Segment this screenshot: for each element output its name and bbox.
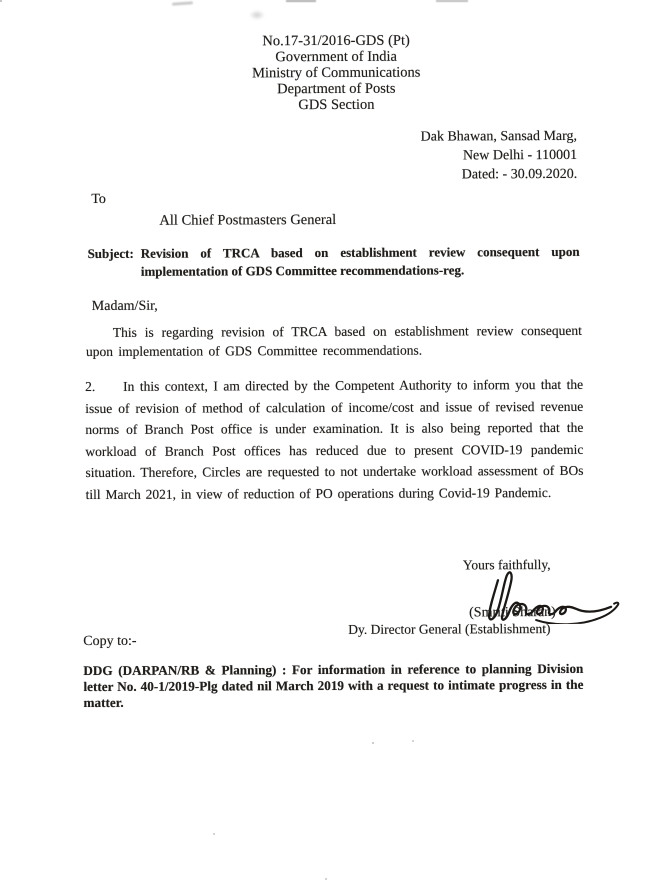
subject-label: Subject:: [87, 245, 134, 262]
signatory-name: (Smriti Sharan): [469, 604, 556, 621]
signatory-title: Dy. Director General (Establishment): [348, 621, 551, 637]
to-label: To: [91, 191, 106, 208]
paragraph-2-text: In this context, I am directed by the Competent Authority to inform you that the issue of revision of method of calculation of income/cost and issue of revised revenue norms of Branch Post office is under examination. It is also being reported that the workload of Branch Post offices has reduced due to present COVID-19 pandemic situation. Therefore, Circles are requested to not undertake workload assessment of BOs till March 2021, in view of reduction of PO operations during Covid-19 Pandemic.: [85, 376, 584, 502]
org-line-department: Department of Posts: [277, 80, 396, 97]
subject-line: [88, 243, 580, 281]
copy-to-label: Copy to:-: [83, 633, 137, 650]
sender-address-line: New Delhi - 110001: [462, 147, 578, 164]
date-line: Dated: - 30.09.2020.: [461, 166, 578, 182]
letter-header: [84, 33, 589, 115]
paragraph-number: 2.: [85, 379, 96, 395]
org-line-ministry: Ministry of Communications: [252, 64, 421, 82]
org-line-section: GDS Section: [298, 96, 375, 113]
copy-to-paragraph: DDG (DARPAN/RB & Planning) : For information in reference to planning Division letter No. 40-1/2019-Plg dated nil March 2019 with a request to intimate progress in the matter.: [83, 660, 584, 711]
subject-text: Revision of TRCA based on establishment review consequent upon implementation of GDS Committee recommendations-reg.: [140, 243, 580, 279]
body-paragraph-2: [85, 374, 584, 505]
org-line-government: Government of India: [275, 48, 398, 66]
body-paragraph-1: This is regarding revision of TRCA based on establishment review consequent upon implementation of GDS Committee recommendations.: [85, 322, 582, 359]
salutation: Madam/Sir,: [91, 298, 158, 315]
recipient-line: All Chief Postmasters General: [159, 211, 337, 229]
closing-phrase: Yours faithfully,: [462, 557, 551, 573]
sender-address-line: Dak Bhawan, Sansad Marg,: [420, 128, 578, 145]
sender-address-block: [421, 128, 578, 185]
reference-number: No.17-31/2016-GDS (Pt): [262, 32, 410, 50]
